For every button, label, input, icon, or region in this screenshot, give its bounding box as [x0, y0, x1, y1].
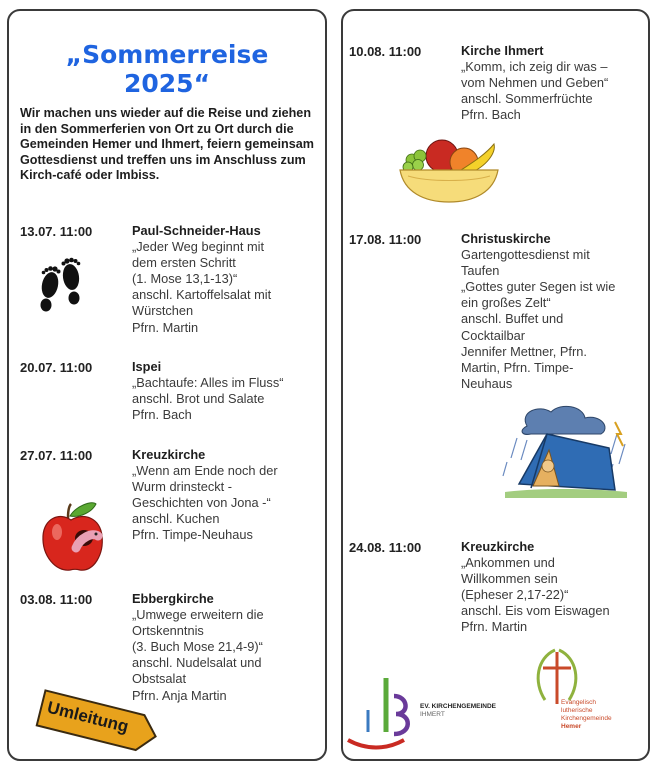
- footprints-icon: [36, 255, 88, 321]
- event-line: anschl. Kartoffelsalat mit: [132, 287, 272, 303]
- event-date: 27.07. 11:00: [20, 448, 93, 463]
- event-line: Pfrn. Martin: [461, 619, 528, 635]
- event-line: anschl. Nudelsalat und: [132, 655, 262, 671]
- event-line: Neuhaus: [461, 375, 513, 391]
- event-details: [132, 591, 264, 704]
- event-place: Kreuzkirche: [132, 447, 206, 462]
- event-line: Jennifer Mettner, Pfrn.: [461, 343, 587, 359]
- event-place: Paul-Schneider-Haus: [132, 223, 261, 238]
- hemer-logo-line2: lutherische: [561, 707, 593, 714]
- event-line: „Komm, ich zeig dir was –: [461, 59, 608, 75]
- hemer-logo-line4: Hemer: [561, 723, 582, 730]
- page-title-line1: „Sommerreise: [65, 40, 269, 69]
- ihmert-logo-icon: [346, 674, 418, 752]
- event-line: Pfrn. Bach: [461, 107, 521, 123]
- event-place: Kreuzkirche: [461, 539, 535, 554]
- event-line: Gartengottesdienst mit: [461, 247, 590, 263]
- event-line: „Wenn am Ende noch der: [132, 463, 278, 479]
- event-line: Würstchen: [132, 303, 194, 319]
- event-line: Pfrn. Timpe-Neuhaus: [132, 527, 253, 543]
- event-date: 10.08. 11:00: [349, 44, 422, 59]
- event-details: [132, 359, 283, 423]
- fruit-bowl-illustration: [398, 136, 502, 206]
- event-line: anschl. Eis vom Eiswagen: [461, 603, 610, 619]
- event-place: Ispei: [132, 359, 162, 374]
- tent-illustration: [497, 404, 635, 500]
- ihmert-logo-line2: IHMERT: [420, 711, 445, 718]
- event-line: „Umwege erweitern die: [132, 607, 264, 623]
- event-details: [461, 231, 615, 392]
- event-details: [461, 539, 610, 636]
- event-line: Ortskenntnis: [132, 623, 204, 639]
- event-line: (1. Mose 13,1-13)“: [132, 271, 238, 287]
- event-place: Kirche Ihmert: [461, 43, 544, 58]
- event-line: vom Nehmen und Geben“: [461, 75, 609, 91]
- hemer-logo-icon: [531, 648, 583, 706]
- event-line: Pfrn. Martin: [132, 319, 199, 335]
- event-details: [132, 447, 278, 544]
- event-line: anschl. Kuchen: [132, 511, 220, 527]
- event-line: Cocktailbar: [461, 327, 526, 343]
- event-date: 20.07. 11:00: [20, 360, 93, 375]
- event-line: „Gottes guter Segen ist wie: [461, 279, 616, 295]
- event-place: Ebbergkirche: [132, 591, 214, 606]
- event-line: „Ankommen und: [461, 555, 555, 571]
- event-line: (3. Buch Mose 21,4-9)“: [132, 639, 263, 655]
- event-line: (Epheser 2,17-22)“: [461, 587, 569, 603]
- event-place: Christuskirche: [461, 231, 551, 246]
- event-date: 13.07. 11:00: [20, 224, 93, 239]
- hemer-logo-line1: Evangelisch: [561, 699, 597, 706]
- event-line: anschl. Brot und Salate: [132, 391, 265, 407]
- event-date: 17.08. 11:00: [349, 232, 422, 247]
- event-line: Martin, Pfrn. Timpe-: [461, 359, 574, 375]
- ihmert-logo-line1: EV. KIRCHENGEMEINDE: [420, 703, 496, 710]
- event-details: [132, 223, 271, 336]
- event-line: „Bachtaufe: Alles im Fluss“: [132, 375, 284, 391]
- detour-sign-label: Umleitung: [45, 697, 131, 737]
- event-line: Willkommen sein: [461, 571, 558, 587]
- event-line: Pfrn. Bach: [132, 407, 192, 423]
- event-line: Geschichten von Jona -“: [132, 495, 271, 511]
- intro-text: Wir machen uns wieder auf die Reise und ziehen in den Sommerferien von Ort zu Ort durch die Gemeinden Hemer und Ihmert, feiern gemeinsam Gottesdienst und treffen uns im Anschluss zum Kirch-café oder Imbiss.: [20, 106, 314, 183]
- apple-worm-illustration: [40, 496, 106, 574]
- event-line: ein großes Zelt“: [461, 295, 551, 311]
- event-line: Wurm drinsteckt -: [132, 479, 233, 495]
- event-line: Obstsalat: [132, 671, 187, 687]
- hemer-logo-text: [561, 699, 612, 731]
- ihmert-logo-text: [420, 703, 496, 719]
- event-line: dem ersten Schritt: [132, 255, 236, 271]
- event-date: 24.08. 11:00: [349, 540, 422, 555]
- hemer-logo-line3: Kirchengemeinde: [561, 715, 612, 722]
- event-date: 03.08. 11:00: [20, 592, 93, 607]
- event-line: Pfrn. Anja Martin: [132, 687, 227, 703]
- event-line: „Jeder Weg beginnt mit: [132, 239, 265, 255]
- event-line: anschl. Buffet und: [461, 311, 564, 327]
- event-line: anschl. Sommerfrüchte: [461, 91, 593, 107]
- event-details: [461, 43, 608, 123]
- page-title-line2: 2025“: [123, 69, 210, 98]
- event-line: Taufen: [461, 263, 500, 279]
